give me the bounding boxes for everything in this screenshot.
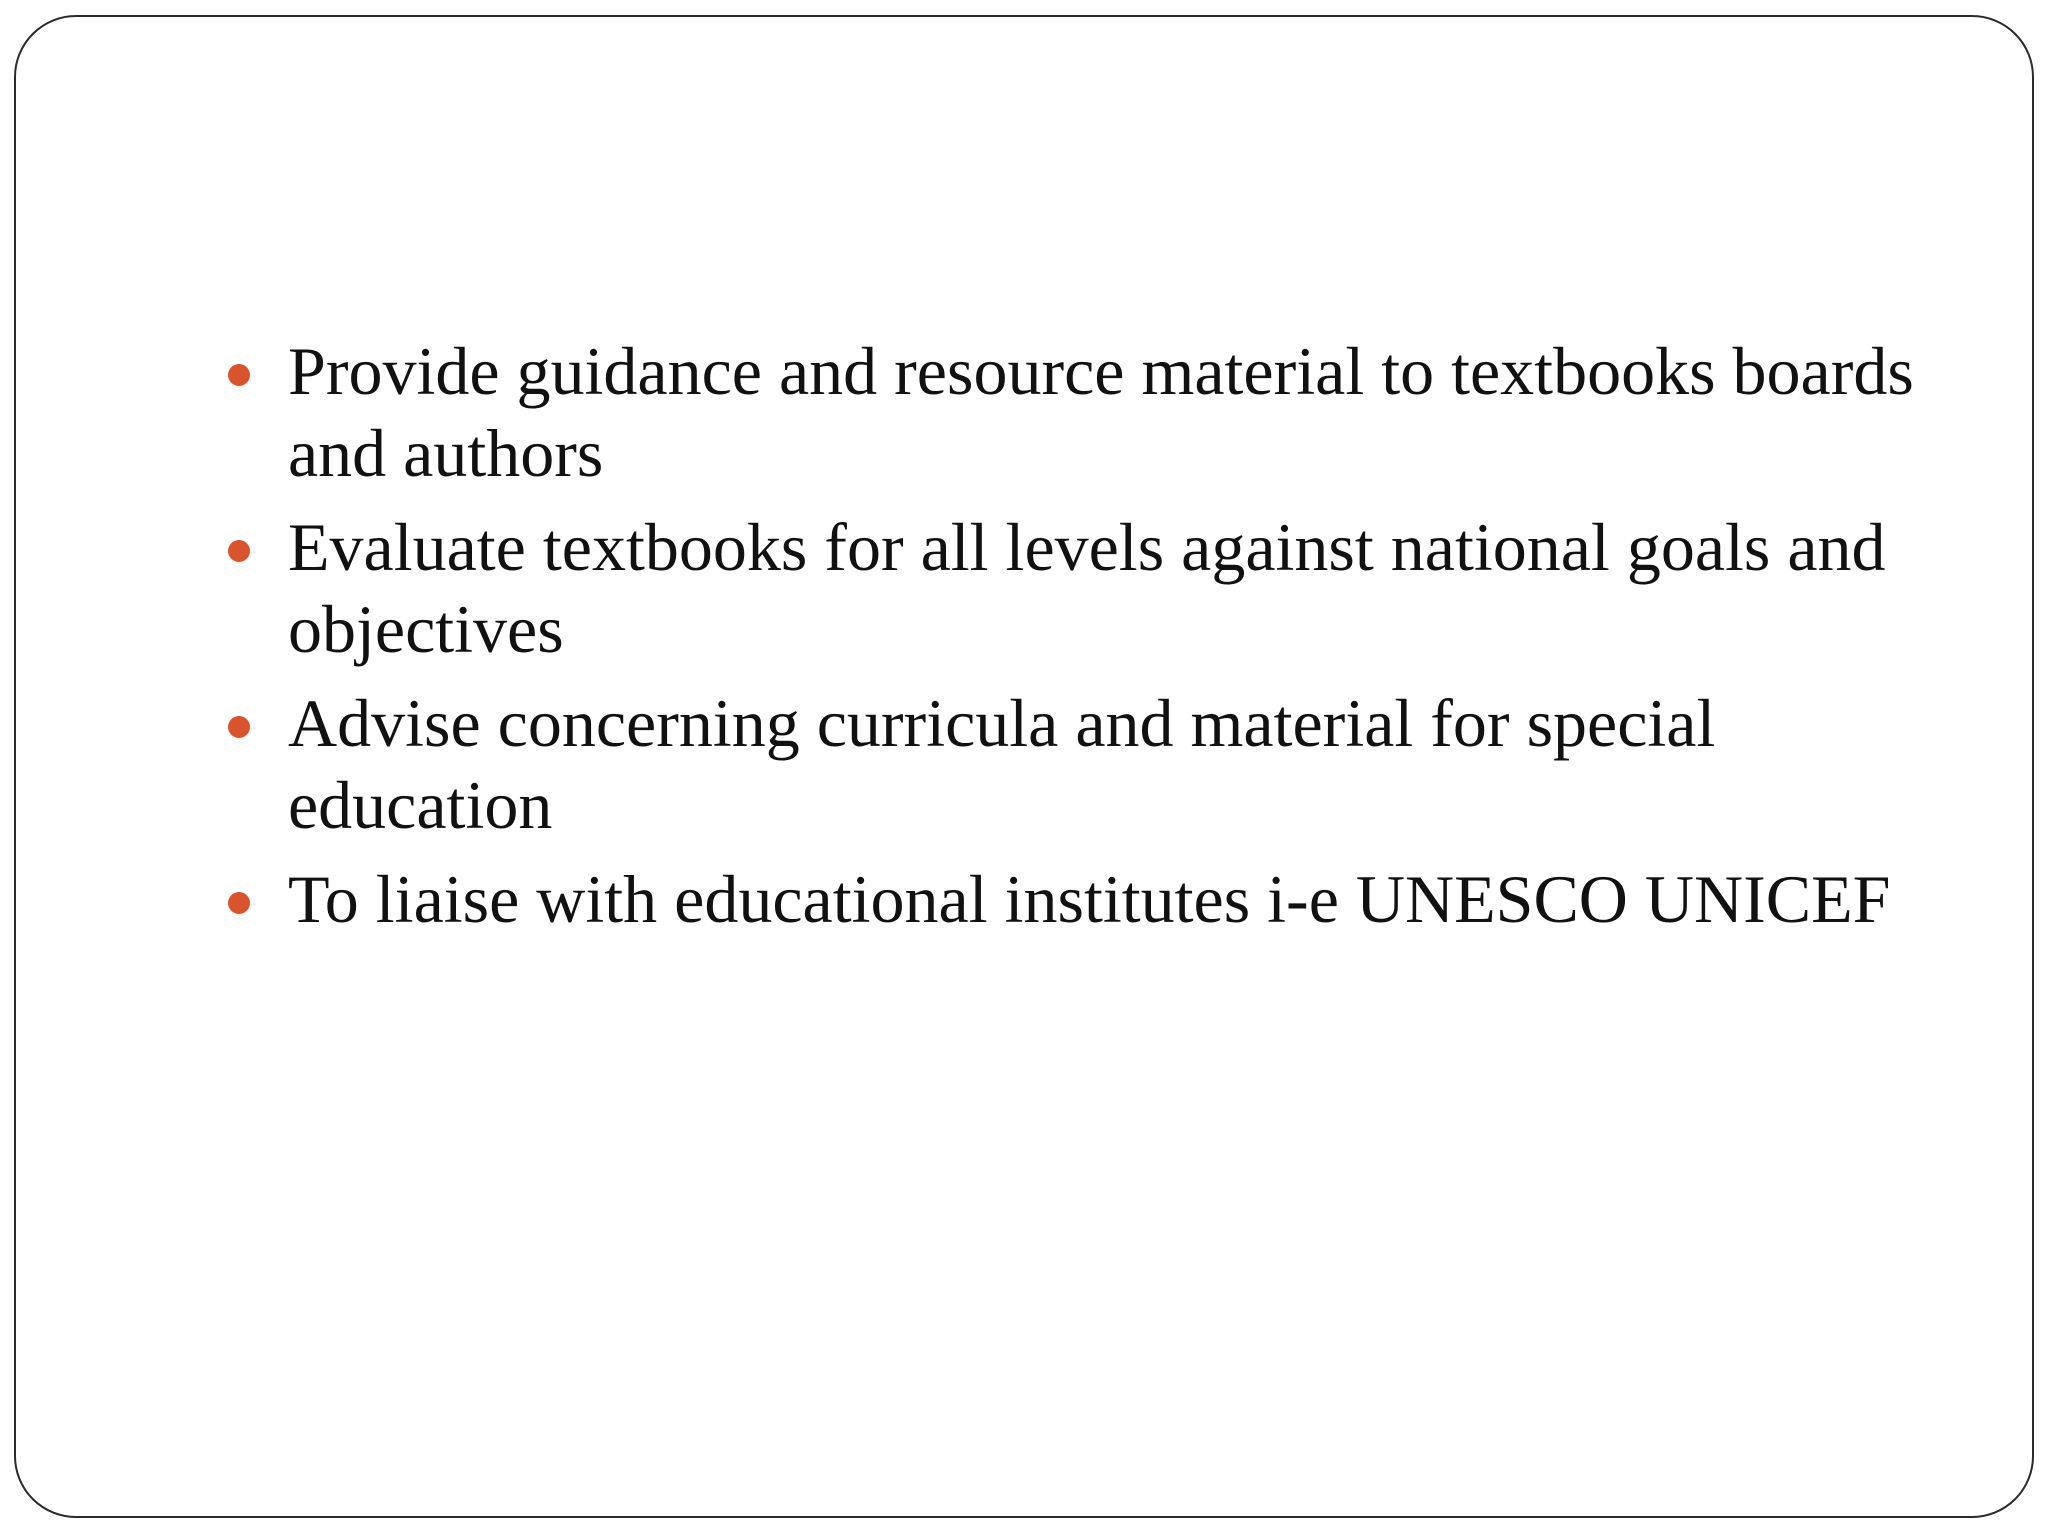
bullet-text: Provide guidance and resource material to textbooks boards and authors (288, 333, 1914, 491)
bullet-item (228, 682, 1928, 846)
bullet-dot-icon (228, 364, 250, 386)
bullet-dot-icon (228, 716, 250, 738)
bullet-item (228, 506, 1928, 670)
bullet-dot-icon (228, 540, 250, 562)
bullet-item (228, 858, 1928, 940)
bullet-list (228, 330, 1928, 952)
bullet-text: Advise concerning curricula and material for special education (288, 685, 1716, 843)
bullet-item (228, 330, 1928, 494)
bullet-text: Evaluate textbooks for all levels against national goals and objectives (288, 509, 1886, 667)
bullet-text: To liaise with educational institutes i-e UNESCO UNICEF (288, 861, 1891, 937)
bullet-dot-icon (228, 892, 250, 914)
